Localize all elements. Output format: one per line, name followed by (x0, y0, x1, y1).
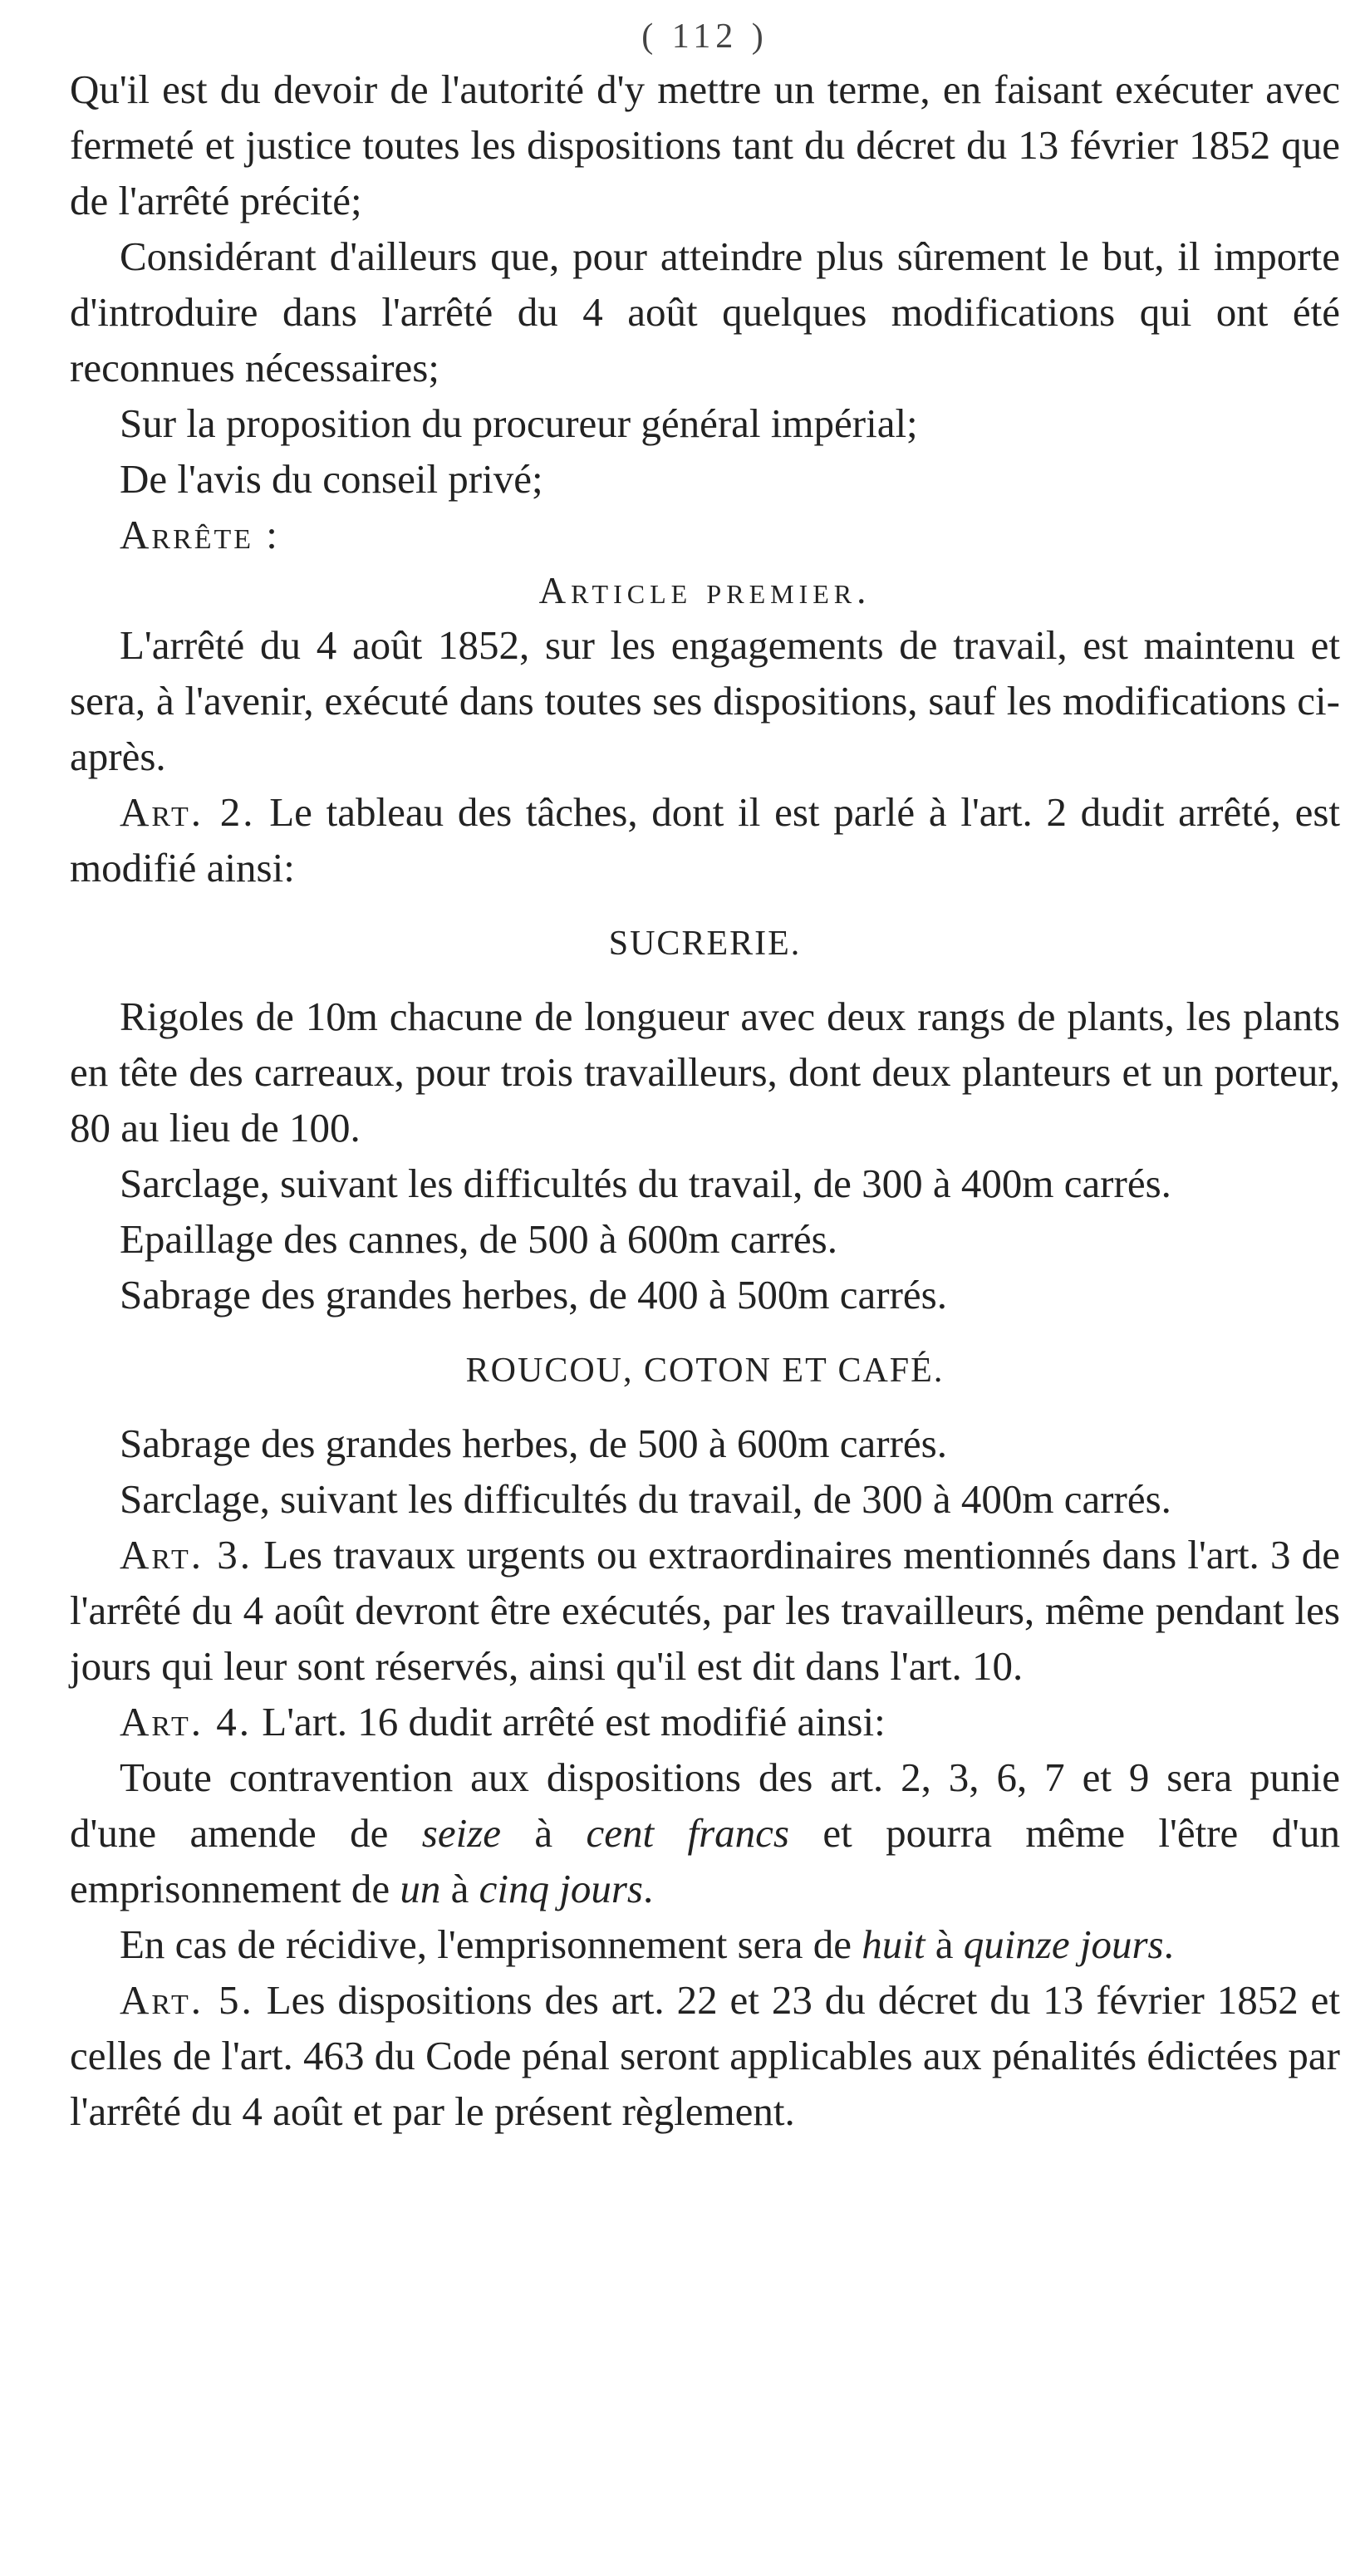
intro-paragraph-2: Considérant d'ailleurs que, pour atteindre plus sûrement le but, il importe d'introduire dans l'arrêté du 4 août quelques modifications qui ont été reconnues nécessaires; (70, 233, 1340, 390)
sucrerie-item-3: Epaillage des cannes, de 500 à 600m carrés. (120, 1216, 837, 1262)
roucou-item-2: Sarclage, suivant les difficultés du travail, de 300 à 400m carrés. (120, 1476, 1171, 1522)
sucrerie-item-1: Rigoles de 10m chacune de longueur avec deux rangs de plants, les plants en tête des carreaux, pour trois travailleurs, dont deux planteurs et un porteur, 80 au lieu de 100. (70, 994, 1340, 1151)
penalty-text-b: à (501, 1810, 587, 1856)
article-4-recidive-paragraph (70, 1916, 1340, 1972)
article-premier-text: L'arrêté du 4 août 1852, sur les engagements de travail, est maintenu et sera, à l'avenir, exécuté dans toutes ses dispositions, sauf les modifications ci-après. (70, 622, 1340, 779)
penalty-text-a: Toute contravention aux dispositions des art. 2, 3, 6, 7 et 9 sera punie d'une amende de (70, 1754, 1340, 1856)
article-3-text: Les travaux urgents ou extraordinaires mentionnés dans l'art. 3 de l'arrêté du 4 août devront être exécutés, par les travailleurs, même pendant les jours qui leur sont réservés, ainsi qu'il est dit dans l'art. 10. (70, 1532, 1340, 1689)
article-3-label: Art. 3. (120, 1532, 253, 1577)
article-2 (70, 784, 1340, 895)
penalty-text-d: à (440, 1866, 479, 1911)
article-5-label: Art. 5. (120, 1977, 254, 2023)
prison-days-min: un (400, 1866, 441, 1911)
arrete-label: Arrête : (120, 512, 280, 557)
penalty-amount-min: seize (421, 1810, 502, 1856)
sucrerie-heading: SUCRERIE. (608, 925, 802, 963)
penalty-text-c: et pourra même l'être d'un emprisonnement de (70, 1810, 1340, 1911)
penalty-text-e: . (642, 1866, 654, 1911)
roucou-heading: ROUCOU, COTON ET CAFÉ. (465, 1352, 945, 1390)
article-4 (70, 1694, 1340, 1749)
article-5 (70, 1972, 1340, 2139)
recidive-text-a: En cas de récidive, l'emprisonnement sera de (120, 1921, 862, 1967)
sucrerie-item-2: Sarclage, suivant les difficultés du travail, de 300 à 400m carrés. (120, 1160, 1171, 1206)
article-4-label: Art. 4. (120, 1699, 253, 1744)
intro-paragraph-1: Qu'il est du devoir de l'autorité d'y mettre un terme, en faisant exécuter avec fermeté et justice toutes les dispositions tant du décret du 13 février 1852 que de l'arrêté précité; (70, 66, 1340, 223)
penalty-amount-max: cent francs (586, 1810, 789, 1856)
article-3 (70, 1527, 1340, 1694)
recidive-text-b: à (925, 1921, 964, 1967)
article-2-label: Art. 2. (120, 789, 256, 835)
intro-paragraph-4: De l'avis du conseil privé; (120, 456, 543, 502)
article-2-text: Le tableau des tâches, dont il est parlé à l'art. 2 dudit arrêté, est modifié ainsi: (70, 789, 1341, 891)
intro-paragraph-3: Sur la proposition du procureur général impérial; (120, 400, 918, 446)
article-premier-heading: Article premier. (538, 570, 871, 611)
recidive-days-max: quinze jours (963, 1921, 1164, 1967)
prison-days-max: cinq jours (479, 1866, 643, 1911)
recidive-text-c: . (1163, 1921, 1174, 1967)
article-5-text: Les dispositions des art. 22 et 23 du décret du 13 février 1852 et celles de l'art. 463 du Code pénal seront applicables aux pénalités édictées par l'arrêté du 4 août et par le présent règlement. (70, 1977, 1341, 2134)
article-4-text: L'art. 16 dudit arrêté est modifié ainsi: (262, 1699, 886, 1744)
article-4-penalty-paragraph (70, 1749, 1340, 1916)
sucrerie-item-4: Sabrage des grandes herbes, de 400 à 500m carrés. (120, 1272, 947, 1317)
roucou-item-1: Sabrage des grandes herbes, de 500 à 600m carrés. (120, 1420, 947, 1466)
page-number: ( 112 ) (641, 17, 768, 56)
recidive-days-min: huit (862, 1921, 925, 1967)
